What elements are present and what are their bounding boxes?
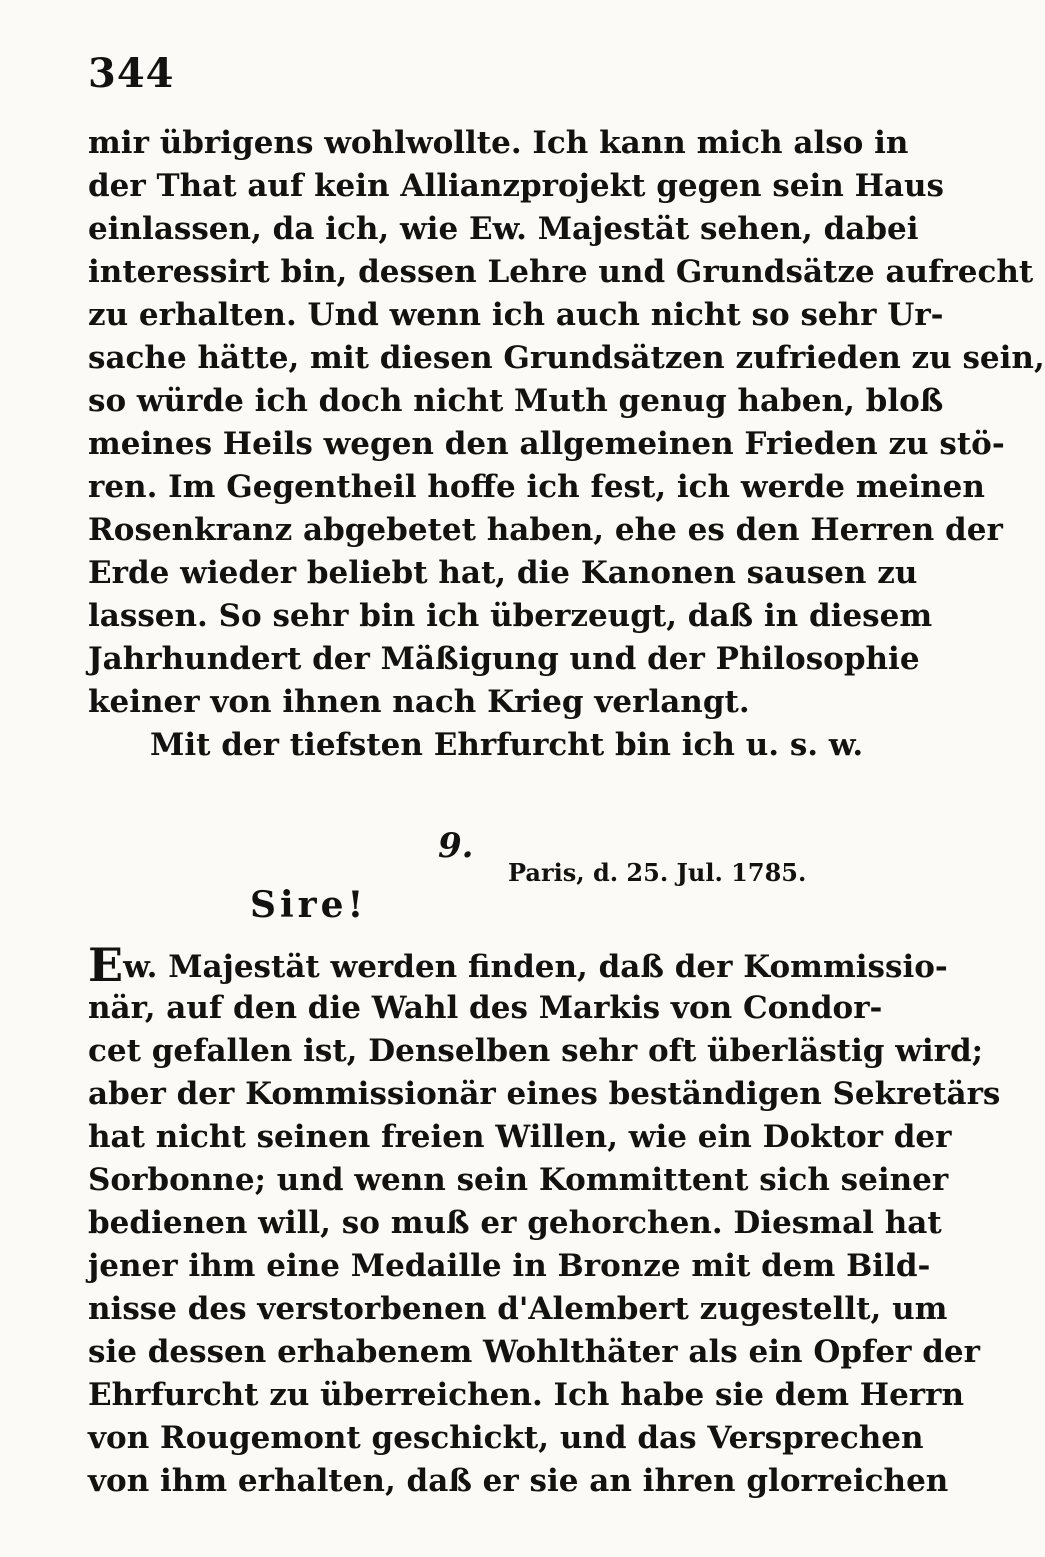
- text-line: so würde ich doch nicht Muth genug haben, bloß: [88, 383, 944, 419]
- text-line: hat nicht seinen freien Willen, wie ein Doktor der: [88, 1119, 952, 1155]
- text-line: von ihm erhalten, daß er sie an ihren glorreichen: [88, 1463, 949, 1499]
- first-line-text: w. Majestät werden finden, daß der Kommissio-: [123, 949, 948, 985]
- letter-salutation: Sire!: [250, 884, 368, 926]
- text-line: mir übrigens wohlwollte. Ich kann mich also in: [88, 125, 909, 161]
- text-line: Ehrfurcht zu überreichen. Ich habe sie dem Herrn: [88, 1377, 965, 1413]
- page-number: 344: [88, 50, 175, 97]
- initial-letter: E: [88, 938, 124, 992]
- letter-number: 9.: [438, 826, 474, 866]
- text-line: interessirt bin, dessen Lehre und Grundsätze aufrecht: [88, 254, 1034, 290]
- text-line: Sorbonne; und wenn sein Kommittent sich seiner: [88, 1162, 949, 1198]
- text-line: sache hätte, mit diesen Grundsätzen zufrieden zu sein,: [88, 340, 1045, 376]
- text-line: sie dessen erhabenem Wohlthäter als ein Opfer der: [88, 1334, 980, 1370]
- letter-9-paragraph: [88, 938, 1001, 1503]
- letter-closing: Mit der tiefsten Ehrfurcht bin ich u. s. w.: [150, 727, 864, 763]
- text-line: Rosenkranz abgebetet haben, ehe es den Herren der: [88, 512, 1003, 548]
- letter-dateline: Paris, d. 25. Jul. 1785.: [508, 858, 807, 887]
- text-line: ren. Im Gegentheil hoffe ich fest, ich werde meinen: [88, 469, 985, 505]
- text-line: Erde wieder beliebt hat, die Kanonen sausen zu: [88, 555, 918, 591]
- text-line: cet gefallen ist, Denselben sehr oft überlästig wird;: [88, 1033, 984, 1069]
- text-line: när, auf den die Wahl des Markis von Condor-: [88, 990, 883, 1026]
- text-line: bedienen will, so muß er gehorchen. Diesmal hat: [88, 1205, 942, 1241]
- text-line: jener ihm eine Medaille in Bronze mit dem Bild-: [88, 1248, 931, 1284]
- text-line: aber der Kommissionär eines beständigen Sekretärs: [88, 1076, 1001, 1112]
- text-line: nisse des verstorbenen d'Alembert zugestellt, um: [88, 1291, 948, 1327]
- text-line-first: [88, 938, 948, 992]
- text-line: keiner von ihnen nach Krieg verlangt.: [88, 684, 750, 720]
- text-line: Jahrhundert der Mäßigung und der Philosophie: [88, 641, 920, 677]
- text-line: zu erhalten. Und wenn ich auch nicht so sehr Ur-: [88, 297, 944, 333]
- letter-end-paragraph: [88, 122, 1045, 767]
- text-line: meines Heils wegen den allgemeinen Frieden zu stö-: [88, 426, 1005, 462]
- text-line: lassen. So sehr bin ich überzeugt, daß in diesem: [88, 598, 933, 634]
- text-line: der That auf kein Allianzprojekt gegen sein Haus: [88, 168, 944, 204]
- text-line: einlassen, da ich, wie Ew. Majestät sehen, dabei: [88, 211, 919, 247]
- text-line: von Rougemont geschickt, und das Versprechen: [88, 1420, 924, 1456]
